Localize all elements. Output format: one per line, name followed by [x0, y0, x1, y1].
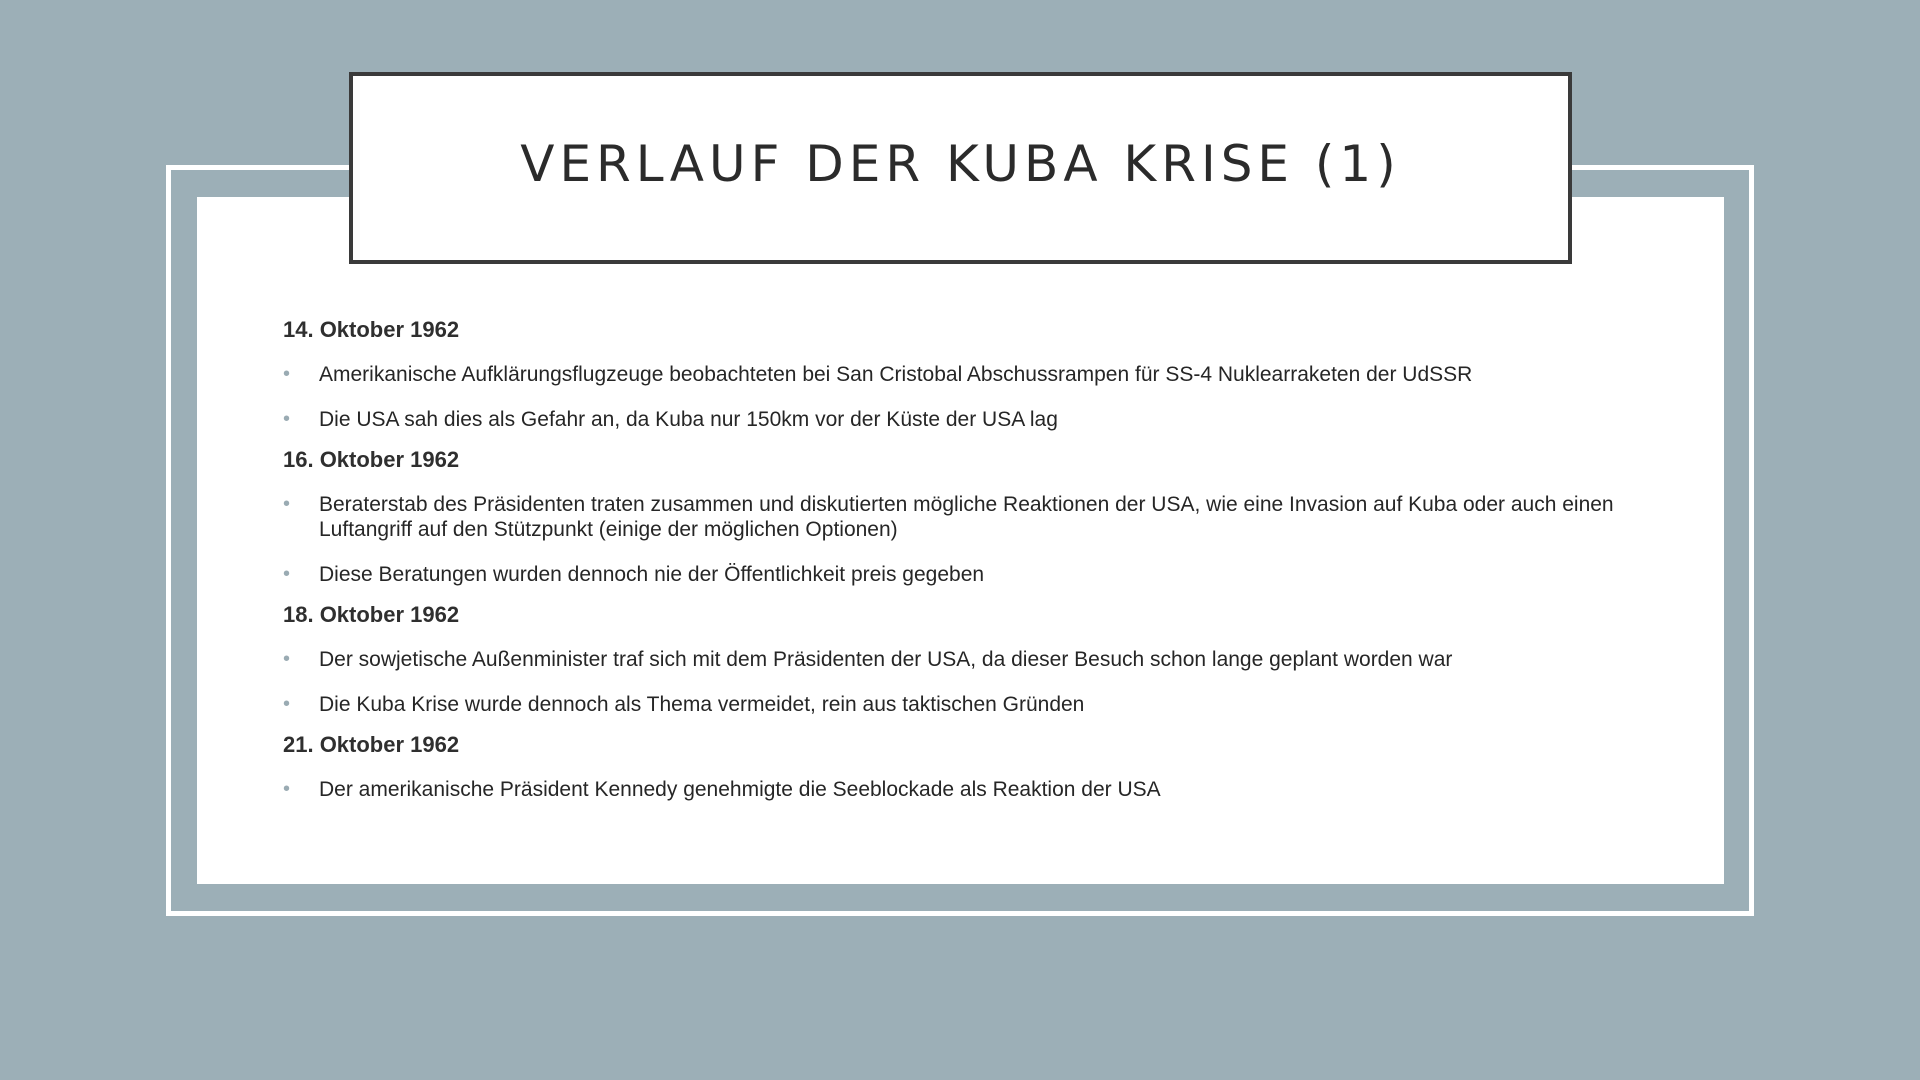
- bullet-text: Beraterstab des Präsidenten traten zusammen und diskutierten mögliche Reaktionen der USA, wie eine Invasion auf Kuba oder auch einen Luftangriff auf den Stützpunkt (einige der möglichen Optionen): [319, 493, 1614, 541]
- bullet-text: Der amerikanische Präsident Kennedy genehmigte die Seeblockade als Reaktion der USA: [319, 778, 1161, 801]
- bullet-icon: •: [283, 408, 291, 430]
- timeline-section: [283, 731, 1623, 802]
- bullet-list: [283, 362, 1623, 432]
- bullet-text: Die Kuba Krise wurde dennoch als Thema vermeidet, rein aus taktischen Gründen: [319, 693, 1085, 716]
- bullet-text: Amerikanische Aufklärungsflugzeuge beobachteten bei San Cristobal Abschussrampen für SS-4 Nuklearraketen der UdSSR: [319, 363, 1473, 386]
- title-box: [349, 72, 1572, 264]
- bullet-item: [283, 647, 1623, 672]
- slide-title: VERLAUF DER KUBA KRISE (1): [520, 135, 1401, 193]
- timeline-section: [283, 316, 1623, 432]
- bullet-list: [283, 777, 1623, 802]
- bullet-icon: •: [283, 563, 291, 585]
- bullet-icon: •: [283, 493, 291, 515]
- section-heading: 16. Oktober 1962: [283, 447, 460, 472]
- bullet-item: [283, 492, 1623, 542]
- bullet-item: [283, 777, 1623, 802]
- bullet-item: [283, 692, 1623, 717]
- bullet-list: [283, 492, 1623, 587]
- bullet-list: [283, 647, 1623, 717]
- bullet-item: [283, 407, 1623, 432]
- bullet-icon: •: [283, 693, 291, 715]
- timeline-section: [283, 446, 1623, 587]
- section-heading: 18. Oktober 1962: [283, 602, 460, 627]
- timeline-section: [283, 601, 1623, 717]
- bullet-icon: •: [283, 778, 291, 800]
- bullet-icon: •: [283, 363, 291, 385]
- bullet-item: [283, 562, 1623, 587]
- bullet-item: [283, 362, 1623, 387]
- slide-content: [283, 316, 1623, 822]
- bullet-text: Diese Beratungen wurden dennoch nie der Öffentlichkeit preis gegeben: [319, 563, 985, 586]
- section-heading: 14. Oktober 1962: [283, 317, 460, 342]
- bullet-icon: •: [283, 648, 291, 670]
- bullet-text: Der sowjetische Außenminister traf sich mit dem Präsidenten der USA, da dieser Besuch schon lange geplant worden war: [319, 648, 1453, 671]
- bullet-text: Die USA sah dies als Gefahr an, da Kuba nur 150km vor der Küste der USA lag: [319, 408, 1058, 431]
- section-heading: 21. Oktober 1962: [283, 732, 460, 757]
